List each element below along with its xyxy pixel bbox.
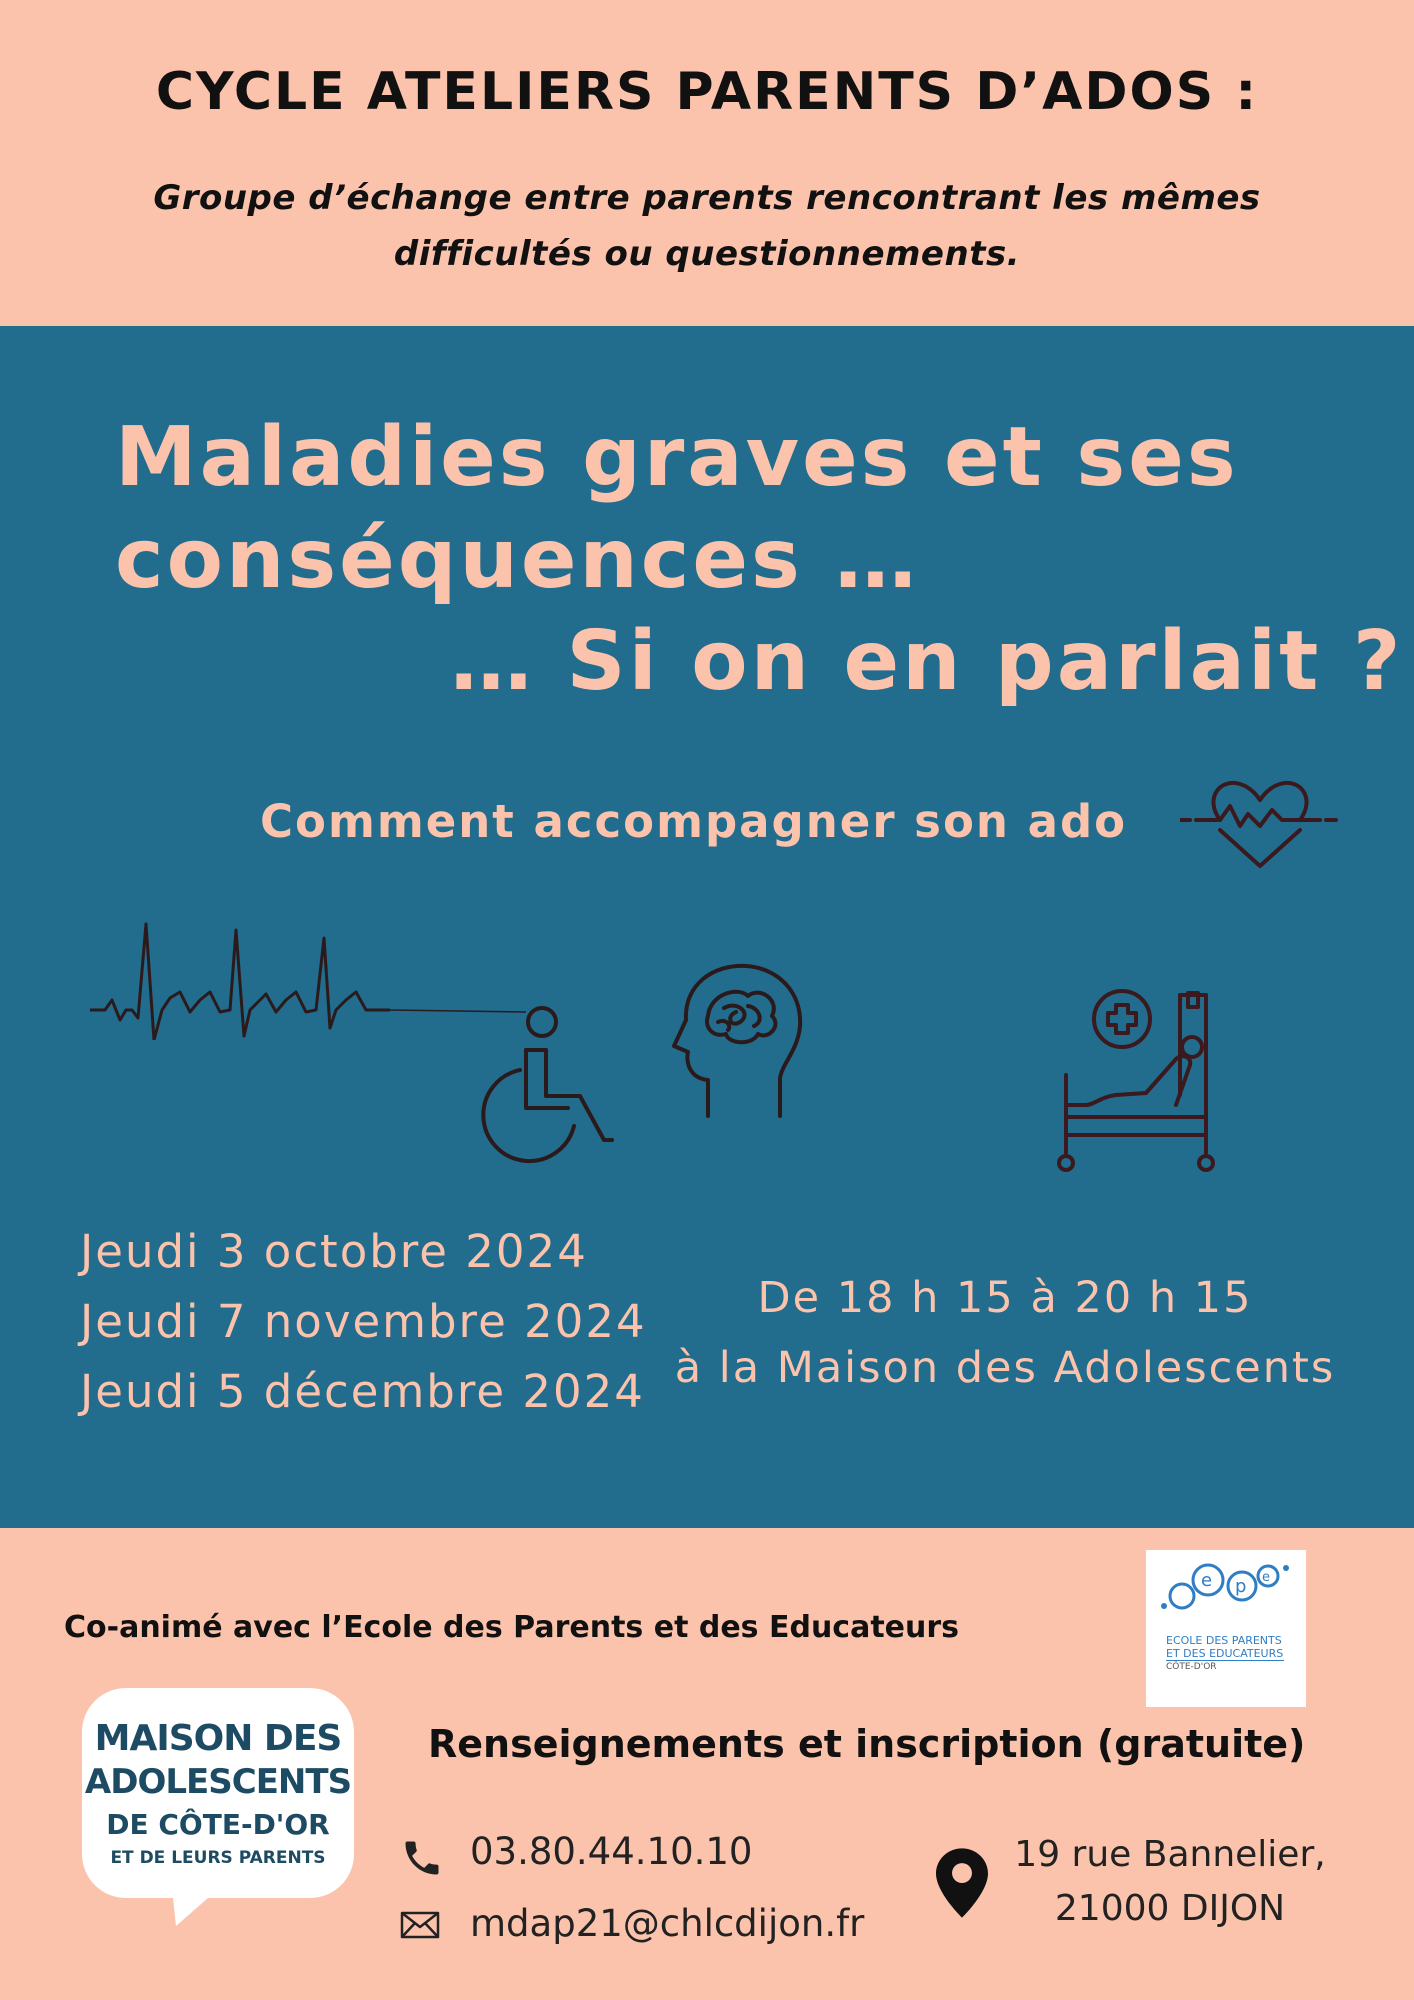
date-1: Jeudi 3 octobre 2024 (80, 1225, 588, 1278)
speech-bubble-tail (170, 1870, 240, 1930)
epe-bubbles-icon (1146, 1550, 1306, 1630)
headline-line-2: conséquences … (115, 512, 920, 607)
subtitle-line-2: difficultés ou questionnements. (393, 234, 1021, 274)
envelope-icon (400, 1910, 440, 1940)
cycle-subtitle (90, 170, 1324, 282)
epe-logo (1146, 1550, 1306, 1707)
svg-text:p: p (1235, 1576, 1247, 1597)
epe-logo-line-1: ECOLE DES PARENTS (1166, 1634, 1282, 1647)
address (1000, 1828, 1340, 1936)
svg-text:e: e (1262, 1570, 1270, 1585)
tagline: Comment accompagner son ado (260, 795, 1128, 848)
address-line-2: 21000 DIJON (1054, 1888, 1286, 1929)
session-place: à la Maison des Adolescents (674, 1343, 1336, 1393)
head-brain-icon (668, 960, 808, 1120)
headline-line-3: … Si on en parlait ? (450, 614, 1404, 709)
email-address[interactable]: mdap21@chlcdijon.fr (470, 1902, 865, 1945)
headline-line-1: Maladies graves et ses (115, 410, 1239, 505)
heartbeat-heart-icon (1180, 770, 1340, 870)
epe-logo-line-2: ET DES EDUCATEURS (1166, 1647, 1284, 1660)
subtitle-line-1: Groupe d’échange entre parents rencontrant les mêmes (153, 178, 1261, 218)
address-line-1: 19 rue Bannelier, (1014, 1834, 1326, 1875)
info-title: Renseignements et inscription (gratuite) (428, 1722, 1306, 1766)
mda-logo-line-3: DE CÔTE-D'OR (106, 1808, 330, 1841)
date-3: Jeudi 5 décembre 2024 (80, 1365, 645, 1418)
ecg-line-icon (90, 920, 530, 1040)
wheelchair-icon (470, 1000, 620, 1170)
mda-logo-line-1: MAISON DES (94, 1718, 342, 1759)
mda-logo-line-2: ADOLESCENTS (84, 1762, 352, 1802)
date-2: Jeudi 7 novembre 2024 (80, 1295, 647, 1348)
phone-number[interactable]: 03.80.44.10.10 (470, 1830, 753, 1873)
co-animated-text: Co-animé avec l’Ecole des Parents et des Educateurs (64, 1610, 960, 1645)
svg-text:e: e (1201, 1570, 1213, 1591)
phone-icon (400, 1836, 444, 1880)
mda-logo-line-4: ET DE LEURS PARENTS (110, 1848, 326, 1868)
cycle-title: CYCLE ATELIERS PARENTS D’ADOS : (155, 62, 1259, 122)
location-pin-icon (936, 1848, 988, 1918)
session-time: De 18 h 15 à 20 h 15 (757, 1273, 1253, 1323)
hospital-bed-icon (1046, 985, 1236, 1180)
epe-logo-line-3: CÔTE-D'OR (1166, 1662, 1217, 1672)
